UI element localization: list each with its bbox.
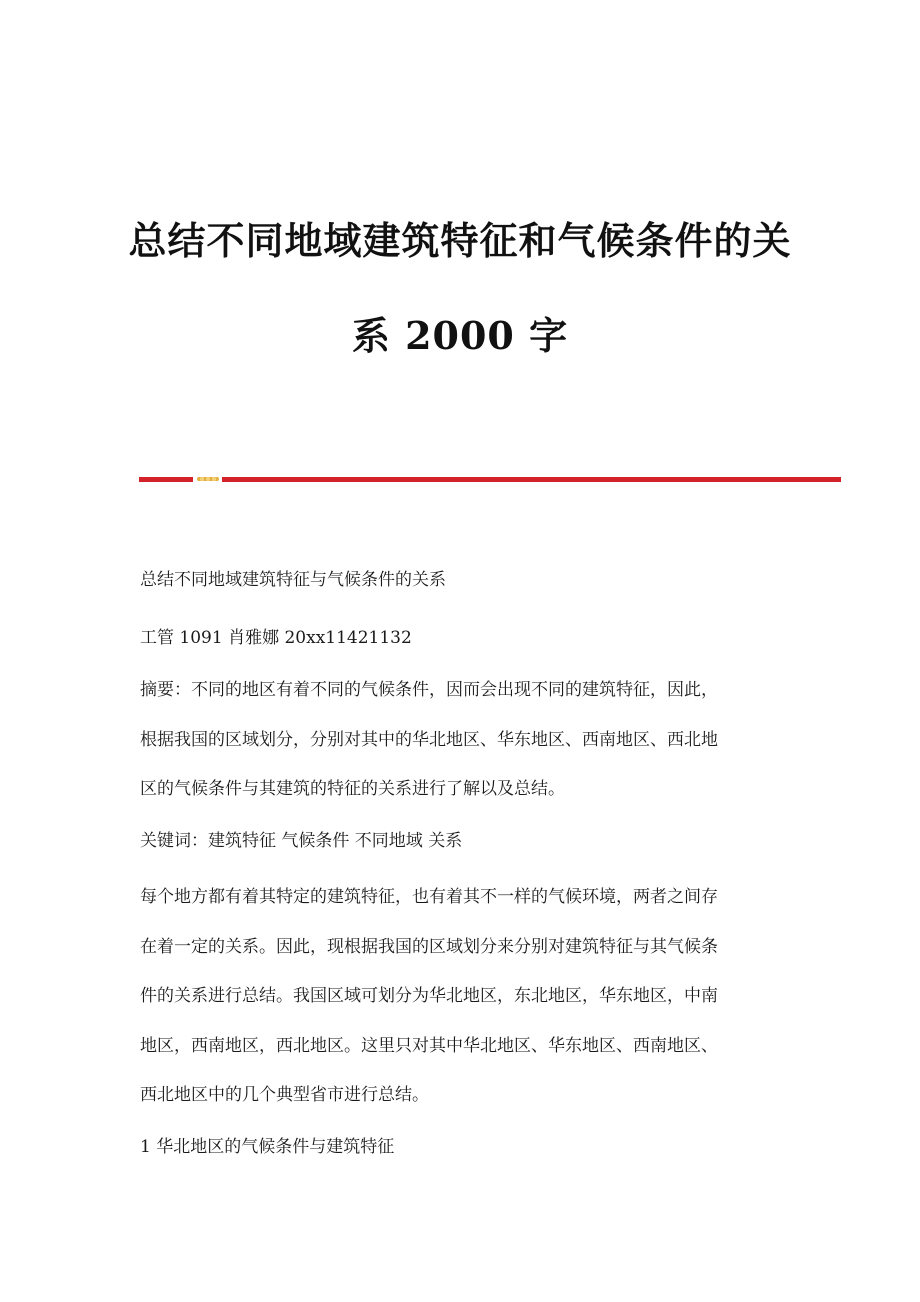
- keywords-text: 关键词：建筑特征 气候条件 不同地域 关系: [140, 831, 463, 851]
- body-line: 西北地区中的几个典型省市进行总结。: [140, 1085, 429, 1105]
- body-paragraph: [140, 873, 780, 1121]
- subtitle-text: 总结不同地域建筑特征与气候条件的关系: [140, 570, 446, 590]
- title-divider-right: [222, 477, 841, 482]
- abstract-line: 区的气候条件与其建筑的特征的关系进行了解以及总结。: [140, 779, 565, 799]
- author-text: 工管 1091 肖雅娜 20xx11421132: [140, 628, 412, 648]
- abstract-line: 摘要：不同的地区有着不同的气候条件，因而会出现不同的建筑特征，因此，: [140, 680, 718, 700]
- author-paragraph: [140, 614, 780, 664]
- abstract-line: 根据我国的区域划分，分别对其中的华北地区、华东地区、西南地区、西北地: [140, 729, 718, 750]
- section-heading-text: 1 华北地区的气候条件与建筑特征: [140, 1137, 395, 1157]
- body-line: 件的关系进行总结。我国区域可划分为华北地区，东北地区，华东地区，中南: [140, 986, 718, 1006]
- body-line: 每个地方都有着其特定的建筑特征，也有着其不一样的气候环境，两者之间存: [140, 887, 718, 907]
- body-line: 地区，西南地区，西北地区。这里只对其中华北地区、华东地区、西南地区、: [140, 1035, 718, 1056]
- keywords-paragraph: [140, 817, 780, 867]
- section-heading-1: [140, 1123, 780, 1173]
- document-title-line-1: 总结不同地域建筑特征和气候条件的关: [128, 218, 792, 263]
- body-line: 在着一定的关系。因此，现根据我国的区域划分来分别对建筑特征与其气候条: [140, 936, 718, 957]
- divider-ornament-icon: [197, 474, 219, 484]
- title-divider-left: [139, 477, 193, 482]
- abstract-paragraph: [140, 666, 780, 815]
- subtitle-paragraph: [140, 556, 780, 606]
- document-title-line-2: 系 2000 字: [351, 313, 569, 358]
